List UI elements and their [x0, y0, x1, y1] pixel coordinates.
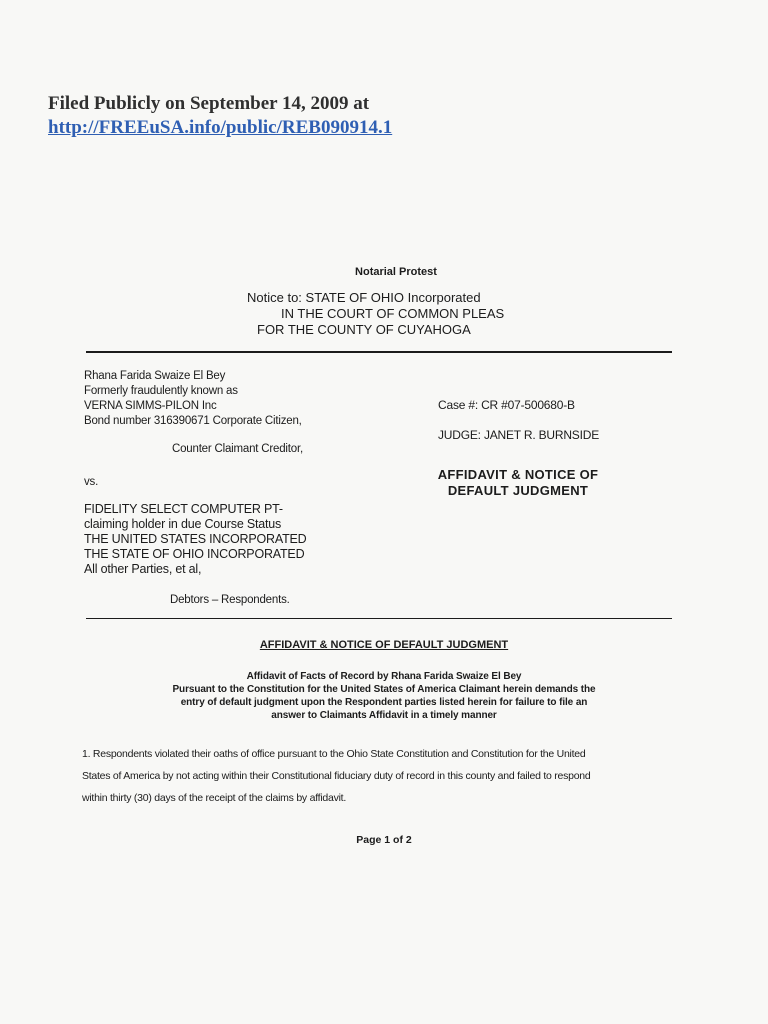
claimant-former-name: VERNA SIMMS-PILON Inc	[84, 400, 217, 412]
case-title-line-1: AFFIDAVIT & NOTICE OF	[437, 467, 599, 482]
subheading-line-2: Pursuant to the Constitution for the United States of America Claimant herein demands the	[172, 684, 596, 695]
respondent-1: FIDELITY SELECT COMPUTER PT-	[84, 502, 283, 516]
claimant-bond: Bond number 316390671 Corporate Citizen,	[84, 415, 302, 427]
paragraph-1-line-3: within thirty (30) days of the receipt of the claims by affidavit.	[82, 792, 347, 804]
versus-label: vs.	[84, 476, 99, 488]
claimant-name: Rhana Farida Swaize El Bey	[84, 370, 226, 382]
subheading-line-3: entry of default judgment upon the Respondent parties listed herein for failure to file an	[180, 697, 588, 708]
notice-line-1: Notice to: STATE OF OHIO Incorporated	[247, 290, 481, 305]
respondent-1-status: claiming holder in due Course Status	[84, 517, 282, 531]
respondents-role: Debtors – Respondents.	[170, 594, 290, 606]
case-title	[418, 467, 618, 499]
claimant-block	[84, 369, 302, 429]
claimant-former-label: Formerly fraudulently known as	[84, 385, 238, 397]
paragraph-1-line-1: 1. Respondents violated their oaths of office pursuant to the Ohio State Constitution and Constitution for the United	[82, 748, 586, 760]
judge-name: JUDGE: JANET R. BURNSIDE	[438, 428, 600, 442]
page-number: Page 1 of 2	[356, 834, 412, 846]
affidavit-subheading	[84, 670, 684, 722]
notice-line-2: IN THE COURT OF COMMON PLEAS	[281, 306, 505, 321]
respondents-block	[84, 502, 307, 577]
respondent-2: THE UNITED STATES INCORPORATED	[84, 532, 307, 546]
respondent-others: All other Parties, et al,	[84, 562, 202, 576]
filing-link[interactable]: http://FREEuSA.info/public/REB090914.1	[48, 117, 393, 138]
case-number: Case #: CR #07-500680-B	[438, 398, 575, 412]
respondent-3: THE STATE OF OHIO INCORPORATED	[84, 547, 305, 561]
caption-top-rule	[86, 351, 672, 353]
paragraph-1-line-2: States of America by not acting within their Constitutional fiduciary duty of record in this county and failed to respond	[82, 770, 591, 782]
claimant-role: Counter Claimant Creditor,	[172, 443, 303, 455]
notice-line-3: FOR THE COUNTY OF CUYAHOGA	[257, 322, 471, 337]
paragraph-1	[82, 743, 682, 809]
filing-notice: Filed Publicly on September 14, 2009 at	[48, 93, 370, 114]
subheading-line-1: Affidavit of Facts of Record by Rhana Farida Swaize El Bey	[246, 671, 522, 682]
subheading-line-4: answer to Claimants Affidavit in a timely manner	[271, 710, 497, 721]
notarial-protest-title: Notarial Protest	[355, 266, 437, 278]
case-title-line-2: DEFAULT JUDGMENT	[447, 483, 589, 498]
affidavit-heading: AFFIDAVIT & NOTICE OF DEFAULT JUDGMENT	[259, 639, 509, 651]
caption-bottom-rule	[86, 618, 672, 619]
